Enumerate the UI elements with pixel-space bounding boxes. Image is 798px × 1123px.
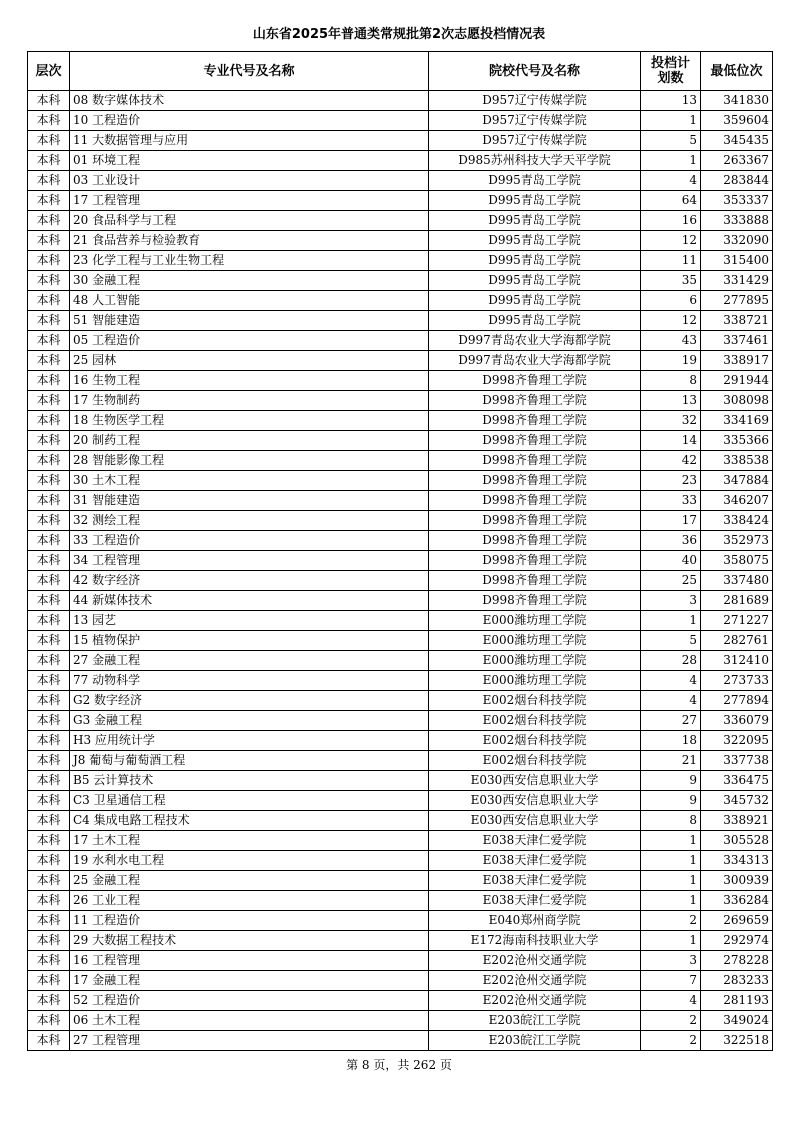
cell-school: D998齐鲁理工学院 <box>429 451 641 471</box>
header-min-rank: 最低位次 <box>701 52 773 91</box>
cell-major: 48 人工智能 <box>70 291 429 311</box>
cell-major: G2 数字经济 <box>70 691 429 711</box>
table-row <box>28 231 773 251</box>
table-row <box>28 1011 773 1031</box>
table-row <box>28 511 773 531</box>
cell-major: 06 土木工程 <box>70 1011 429 1031</box>
cell-min-rank: 338424 <box>701 511 773 531</box>
cell-school: D998齐鲁理工学院 <box>429 511 641 531</box>
cell-plan: 11 <box>641 251 701 271</box>
cell-min-rank: 338921 <box>701 811 773 831</box>
table-row <box>28 551 773 571</box>
cell-major: 26 工业工程 <box>70 891 429 911</box>
cell-major: 52 工程造价 <box>70 991 429 1011</box>
cell-min-rank: 337461 <box>701 331 773 351</box>
cell-level: 本科 <box>28 891 70 911</box>
cell-min-rank: 322095 <box>701 731 773 751</box>
cell-plan: 18 <box>641 731 701 751</box>
table-row <box>28 371 773 391</box>
cell-level: 本科 <box>28 91 70 111</box>
cell-min-rank: 305528 <box>701 831 773 851</box>
cell-major: 29 大数据工程技术 <box>70 931 429 951</box>
cell-level: 本科 <box>28 491 70 511</box>
cell-plan: 4 <box>641 171 701 191</box>
cell-plan: 1 <box>641 151 701 171</box>
cell-major: 19 水利水电工程 <box>70 851 429 871</box>
table-row <box>28 331 773 351</box>
cell-level: 本科 <box>28 251 70 271</box>
cell-min-rank: 315400 <box>701 251 773 271</box>
cell-major: 13 园艺 <box>70 611 429 631</box>
page-title: 山东省2025年普通类常规批第2次志愿投档情况表 <box>252 27 546 42</box>
cell-plan: 19 <box>641 351 701 371</box>
cell-min-rank: 308098 <box>701 391 773 411</box>
cell-major: 32 测绘工程 <box>70 511 429 531</box>
cell-plan: 1 <box>641 931 701 951</box>
cell-school: E000潍坊理工学院 <box>429 611 641 631</box>
cell-level: 本科 <box>28 371 70 391</box>
table-row <box>28 131 773 151</box>
table-row <box>28 271 773 291</box>
cell-major: 15 植物保护 <box>70 631 429 651</box>
cell-school: D995青岛工学院 <box>429 311 641 331</box>
cell-school: E038天津仁爱学院 <box>429 851 641 871</box>
cell-min-rank: 333888 <box>701 211 773 231</box>
cell-major: 28 智能影像工程 <box>70 451 429 471</box>
cell-school: D998齐鲁理工学院 <box>429 571 641 591</box>
cell-school: D985苏州科技大学天平学院 <box>429 151 641 171</box>
cell-major: 34 工程管理 <box>70 551 429 571</box>
table-row <box>28 851 773 871</box>
cell-plan: 4 <box>641 991 701 1011</box>
cell-plan: 1 <box>641 891 701 911</box>
cell-plan: 9 <box>641 771 701 791</box>
cell-major: B5 云计算技术 <box>70 771 429 791</box>
cell-major: C3 卫星通信工程 <box>70 791 429 811</box>
cell-school: D997青岛农业大学海都学院 <box>429 331 641 351</box>
cell-min-rank: 334313 <box>701 851 773 871</box>
table-row <box>28 291 773 311</box>
cell-level: 本科 <box>28 931 70 951</box>
cell-school: E038天津仁爱学院 <box>429 871 641 891</box>
cell-level: 本科 <box>28 531 70 551</box>
admission-table <box>27 51 773 1051</box>
cell-plan: 4 <box>641 671 701 691</box>
cell-level: 本科 <box>28 551 70 571</box>
cell-level: 本科 <box>28 851 70 871</box>
cell-school: D998齐鲁理工学院 <box>429 471 641 491</box>
cell-plan: 2 <box>641 911 701 931</box>
cell-major: 05 工程造价 <box>70 331 429 351</box>
table-row <box>28 171 773 191</box>
table-row <box>28 1031 773 1051</box>
cell-level: 本科 <box>28 271 70 291</box>
cell-school: D995青岛工学院 <box>429 291 641 311</box>
cell-major: 18 生物医学工程 <box>70 411 429 431</box>
cell-min-rank: 332090 <box>701 231 773 251</box>
cell-school: E203皖江工学院 <box>429 1011 641 1031</box>
header-plan: 投档计划数 <box>641 52 701 91</box>
cell-min-rank: 283233 <box>701 971 773 991</box>
cell-plan: 7 <box>641 971 701 991</box>
cell-plan: 21 <box>641 751 701 771</box>
cell-school: E000潍坊理工学院 <box>429 631 641 651</box>
table-row <box>28 691 773 711</box>
cell-school: D957辽宁传媒学院 <box>429 111 641 131</box>
table-row <box>28 471 773 491</box>
cell-school: E002烟台科技学院 <box>429 691 641 711</box>
cell-level: 本科 <box>28 1031 70 1051</box>
cell-min-rank: 353337 <box>701 191 773 211</box>
cell-major: 16 工程管理 <box>70 951 429 971</box>
table-row <box>28 451 773 471</box>
cell-min-rank: 337738 <box>701 751 773 771</box>
cell-plan: 42 <box>641 451 701 471</box>
cell-major: 31 智能建造 <box>70 491 429 511</box>
cell-plan: 12 <box>641 231 701 251</box>
cell-school: D998齐鲁理工学院 <box>429 491 641 511</box>
cell-level: 本科 <box>28 351 70 371</box>
cell-major: G3 金融工程 <box>70 711 429 731</box>
cell-school: E202沧州交通学院 <box>429 971 641 991</box>
cell-major: 17 生物制药 <box>70 391 429 411</box>
table-row <box>28 631 773 651</box>
cell-min-rank: 283844 <box>701 171 773 191</box>
cell-plan: 12 <box>641 311 701 331</box>
cell-min-rank: 359604 <box>701 111 773 131</box>
cell-min-rank: 263367 <box>701 151 773 171</box>
table-row <box>28 411 773 431</box>
cell-min-rank: 345732 <box>701 791 773 811</box>
cell-plan: 5 <box>641 631 701 651</box>
cell-school: D957辽宁传媒学院 <box>429 91 641 111</box>
table-row <box>28 531 773 551</box>
cell-plan: 13 <box>641 391 701 411</box>
cell-major: H3 应用统计学 <box>70 731 429 751</box>
cell-min-rank: 277895 <box>701 291 773 311</box>
cell-major: 27 工程管理 <box>70 1031 429 1051</box>
cell-plan: 4 <box>641 691 701 711</box>
cell-plan: 28 <box>641 651 701 671</box>
cell-level: 本科 <box>28 511 70 531</box>
cell-level: 本科 <box>28 791 70 811</box>
cell-school: D995青岛工学院 <box>429 191 641 211</box>
cell-min-rank: 278228 <box>701 951 773 971</box>
cell-min-rank: 281689 <box>701 591 773 611</box>
cell-min-rank: 322518 <box>701 1031 773 1051</box>
cell-min-rank: 271227 <box>701 611 773 631</box>
cell-school: D998齐鲁理工学院 <box>429 431 641 451</box>
table-row <box>28 111 773 131</box>
cell-level: 本科 <box>28 671 70 691</box>
cell-min-rank: 349024 <box>701 1011 773 1031</box>
cell-plan: 27 <box>641 711 701 731</box>
cell-plan: 35 <box>641 271 701 291</box>
cell-plan: 8 <box>641 811 701 831</box>
cell-major: 44 新媒体技术 <box>70 591 429 611</box>
table-row <box>28 671 773 691</box>
table-row <box>28 831 773 851</box>
cell-plan: 23 <box>641 471 701 491</box>
cell-school: E038天津仁爱学院 <box>429 891 641 911</box>
cell-plan: 32 <box>641 411 701 431</box>
table-row <box>28 571 773 591</box>
cell-major: 17 土木工程 <box>70 831 429 851</box>
cell-min-rank: 337480 <box>701 571 773 591</box>
cell-school: E030西安信息职业大学 <box>429 771 641 791</box>
cell-school: E000潍坊理工学院 <box>429 671 641 691</box>
cell-major: 27 金融工程 <box>70 651 429 671</box>
cell-major: 33 工程造价 <box>70 531 429 551</box>
cell-major: C4 集成电路工程技术 <box>70 811 429 831</box>
cell-level: 本科 <box>28 831 70 851</box>
cell-major: 01 环境工程 <box>70 151 429 171</box>
cell-level: 本科 <box>28 291 70 311</box>
cell-min-rank: 282761 <box>701 631 773 651</box>
cell-level: 本科 <box>28 911 70 931</box>
cell-level: 本科 <box>28 771 70 791</box>
cell-level: 本科 <box>28 611 70 631</box>
cell-plan: 1 <box>641 851 701 871</box>
table-row <box>28 91 773 111</box>
cell-plan: 9 <box>641 791 701 811</box>
cell-min-rank: 336475 <box>701 771 773 791</box>
cell-plan: 13 <box>641 91 701 111</box>
cell-level: 本科 <box>28 591 70 611</box>
cell-major: 30 土木工程 <box>70 471 429 491</box>
cell-plan: 6 <box>641 291 701 311</box>
cell-level: 本科 <box>28 411 70 431</box>
cell-level: 本科 <box>28 751 70 771</box>
cell-min-rank: 334169 <box>701 411 773 431</box>
cell-min-rank: 336284 <box>701 891 773 911</box>
cell-school: E202沧州交通学院 <box>429 991 641 1011</box>
table-row <box>28 791 773 811</box>
cell-school: D998齐鲁理工学院 <box>429 371 641 391</box>
cell-school: E040郑州商学院 <box>429 911 641 931</box>
cell-min-rank: 312410 <box>701 651 773 671</box>
cell-min-rank: 335366 <box>701 431 773 451</box>
cell-level: 本科 <box>28 111 70 131</box>
header-level: 层次 <box>28 52 70 91</box>
cell-min-rank: 345435 <box>701 131 773 151</box>
cell-major: 17 金融工程 <box>70 971 429 991</box>
cell-major: 25 园林 <box>70 351 429 371</box>
cell-major: 20 食品科学与工程 <box>70 211 429 231</box>
cell-level: 本科 <box>28 151 70 171</box>
cell-min-rank: 281193 <box>701 991 773 1011</box>
cell-major: 10 工程造价 <box>70 111 429 131</box>
cell-level: 本科 <box>28 711 70 731</box>
cell-level: 本科 <box>28 311 70 331</box>
cell-school: D997青岛农业大学海都学院 <box>429 351 641 371</box>
table-row <box>28 491 773 511</box>
cell-school: E002烟台科技学院 <box>429 731 641 751</box>
cell-level: 本科 <box>28 211 70 231</box>
cell-min-rank: 347884 <box>701 471 773 491</box>
cell-plan: 1 <box>641 831 701 851</box>
table-row <box>28 611 773 631</box>
table-row <box>28 431 773 451</box>
cell-school: E203皖江工学院 <box>429 1031 641 1051</box>
cell-plan: 16 <box>641 211 701 231</box>
table-row <box>28 751 773 771</box>
table-row <box>28 911 773 931</box>
cell-min-rank: 277894 <box>701 691 773 711</box>
table-row <box>28 651 773 671</box>
cell-level: 本科 <box>28 471 70 491</box>
cell-plan: 2 <box>641 1031 701 1051</box>
cell-min-rank: 338917 <box>701 351 773 371</box>
cell-school: D998齐鲁理工学院 <box>429 391 641 411</box>
cell-school: E038天津仁爱学院 <box>429 831 641 851</box>
table-row <box>28 971 773 991</box>
cell-major: 17 工程管理 <box>70 191 429 211</box>
cell-level: 本科 <box>28 191 70 211</box>
cell-major: 08 数字媒体技术 <box>70 91 429 111</box>
cell-level: 本科 <box>28 331 70 351</box>
cell-level: 本科 <box>28 431 70 451</box>
table-row <box>28 351 773 371</box>
cell-major: 51 智能建造 <box>70 311 429 331</box>
table-row <box>28 311 773 331</box>
cell-level: 本科 <box>28 951 70 971</box>
cell-school: E172海南科技职业大学 <box>429 931 641 951</box>
cell-plan: 3 <box>641 951 701 971</box>
table-row <box>28 731 773 751</box>
cell-level: 本科 <box>28 1011 70 1031</box>
header-row <box>28 52 773 91</box>
table-row <box>28 811 773 831</box>
page-footer: 第 8 页，共 262 页 <box>346 1058 452 1072</box>
cell-plan: 40 <box>641 551 701 571</box>
table-row <box>28 711 773 731</box>
header-school: 院校代号及名称 <box>429 52 641 91</box>
cell-min-rank: 331429 <box>701 271 773 291</box>
cell-min-rank: 269659 <box>701 911 773 931</box>
cell-school: D995青岛工学院 <box>429 251 641 271</box>
cell-school: D995青岛工学院 <box>429 271 641 291</box>
cell-min-rank: 300939 <box>701 871 773 891</box>
cell-plan: 14 <box>641 431 701 451</box>
cell-plan: 36 <box>641 531 701 551</box>
cell-school: D998齐鲁理工学院 <box>429 591 641 611</box>
cell-plan: 43 <box>641 331 701 351</box>
cell-level: 本科 <box>28 811 70 831</box>
cell-school: D995青岛工学院 <box>429 231 641 251</box>
cell-school: E030西安信息职业大学 <box>429 791 641 811</box>
cell-plan: 25 <box>641 571 701 591</box>
cell-min-rank: 352973 <box>701 531 773 551</box>
cell-school: D998齐鲁理工学院 <box>429 411 641 431</box>
cell-plan: 8 <box>641 371 701 391</box>
cell-min-rank: 338538 <box>701 451 773 471</box>
table-row <box>28 951 773 971</box>
cell-school: E202沧州交通学院 <box>429 951 641 971</box>
table-row <box>28 891 773 911</box>
table-row <box>28 931 773 951</box>
cell-level: 本科 <box>28 691 70 711</box>
table-row <box>28 771 773 791</box>
table-row <box>28 991 773 1011</box>
table-row <box>28 251 773 271</box>
cell-school: D998齐鲁理工学院 <box>429 551 641 571</box>
table-row <box>28 211 773 231</box>
cell-plan: 1 <box>641 111 701 131</box>
cell-min-rank: 336079 <box>701 711 773 731</box>
cell-major: 21 食品营养与检验教育 <box>70 231 429 251</box>
cell-major: 25 金融工程 <box>70 871 429 891</box>
cell-level: 本科 <box>28 731 70 751</box>
cell-plan: 1 <box>641 871 701 891</box>
cell-level: 本科 <box>28 871 70 891</box>
header-major: 专业代号及名称 <box>70 52 429 91</box>
cell-major: 16 生物工程 <box>70 371 429 391</box>
cell-major: J8 葡萄与葡萄酒工程 <box>70 751 429 771</box>
cell-plan: 3 <box>641 591 701 611</box>
cell-min-rank: 291944 <box>701 371 773 391</box>
cell-major: 03 工业设计 <box>70 171 429 191</box>
cell-school: D957辽宁传媒学院 <box>429 131 641 151</box>
table-row <box>28 391 773 411</box>
cell-plan: 64 <box>641 191 701 211</box>
cell-school: E000潍坊理工学院 <box>429 651 641 671</box>
cell-level: 本科 <box>28 651 70 671</box>
cell-level: 本科 <box>28 171 70 191</box>
cell-plan: 1 <box>641 611 701 631</box>
cell-school: E002烟台科技学院 <box>429 751 641 771</box>
cell-plan: 5 <box>641 131 701 151</box>
cell-major: 11 大数据管理与应用 <box>70 131 429 151</box>
cell-school: D998齐鲁理工学院 <box>429 531 641 551</box>
cell-level: 本科 <box>28 231 70 251</box>
cell-school: E002烟台科技学院 <box>429 711 641 731</box>
cell-school: D995青岛工学院 <box>429 211 641 231</box>
cell-min-rank: 341830 <box>701 91 773 111</box>
table-row <box>28 591 773 611</box>
cell-major: 23 化学工程与工业生物工程 <box>70 251 429 271</box>
cell-min-rank: 273733 <box>701 671 773 691</box>
cell-major: 77 动物科学 <box>70 671 429 691</box>
cell-level: 本科 <box>28 571 70 591</box>
cell-min-rank: 346207 <box>701 491 773 511</box>
cell-plan: 33 <box>641 491 701 511</box>
cell-level: 本科 <box>28 451 70 471</box>
cell-major: 30 金融工程 <box>70 271 429 291</box>
cell-min-rank: 292974 <box>701 931 773 951</box>
cell-major: 42 数字经济 <box>70 571 429 591</box>
table-row <box>28 151 773 171</box>
cell-level: 本科 <box>28 391 70 411</box>
table-row <box>28 191 773 211</box>
cell-plan: 17 <box>641 511 701 531</box>
cell-level: 本科 <box>28 991 70 1011</box>
cell-major: 20 制药工程 <box>70 431 429 451</box>
cell-min-rank: 358075 <box>701 551 773 571</box>
cell-level: 本科 <box>28 971 70 991</box>
cell-level: 本科 <box>28 131 70 151</box>
cell-school: E030西安信息职业大学 <box>429 811 641 831</box>
cell-plan: 2 <box>641 1011 701 1031</box>
table-row <box>28 871 773 891</box>
cell-level: 本科 <box>28 631 70 651</box>
cell-school: D995青岛工学院 <box>429 171 641 191</box>
cell-min-rank: 338721 <box>701 311 773 331</box>
cell-major: 11 工程造价 <box>70 911 429 931</box>
